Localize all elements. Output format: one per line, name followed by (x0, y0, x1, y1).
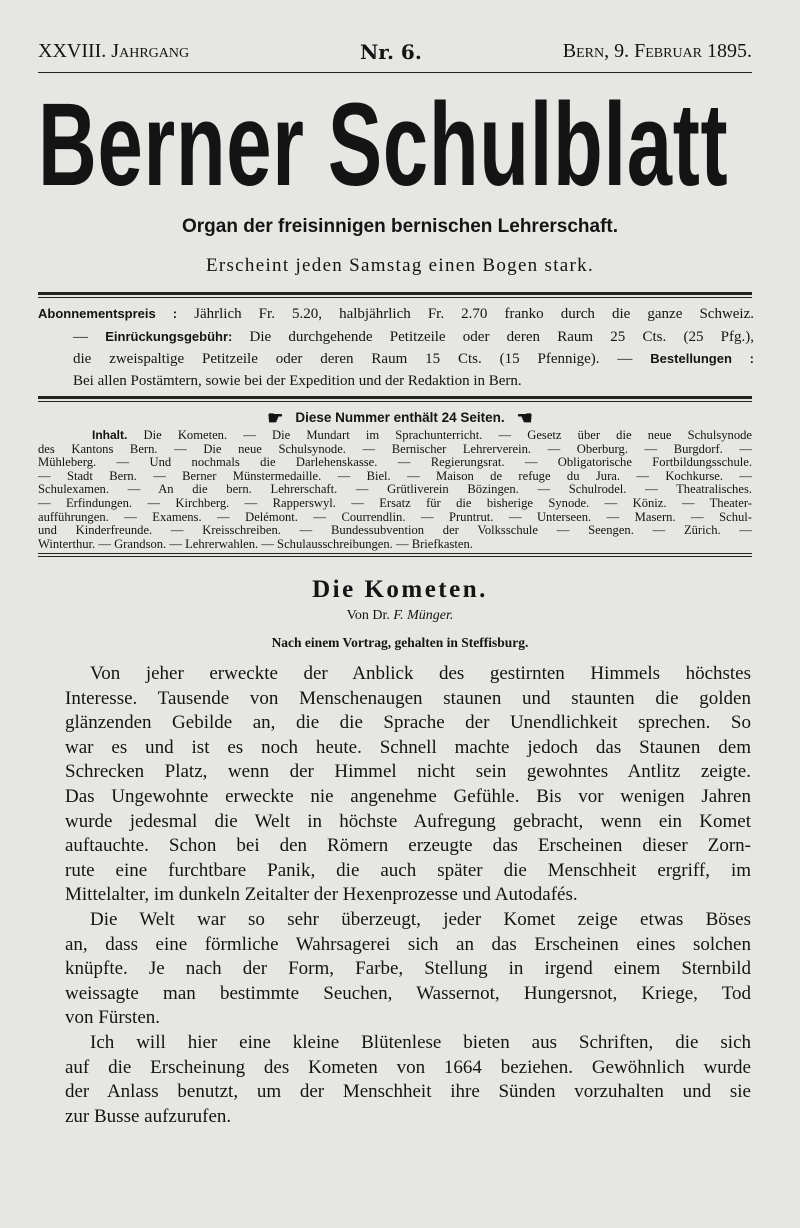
contents-line (38, 429, 752, 443)
contents-line (38, 443, 752, 457)
article-line: Interesse. Tausende von Menschenaugen staunen und staunten die golden (65, 687, 751, 709)
article-line: Die Welt war so sehr überzeugt, jeder Komet zeige etwas Böses (90, 908, 751, 930)
contents-line (38, 524, 752, 538)
article-line: der Anlass benutzt, um der Menschheit ihre Sünden vorzuhalten und sie (65, 1081, 751, 1103)
subscription-text: die zweispaltige Petitzeile oder deren Raum 15 Cts. (15 Pfennige). — (73, 351, 651, 367)
article-paragraph (65, 1031, 751, 1129)
contents-label: Inhalt. (92, 428, 128, 442)
article-paragraph (65, 908, 751, 1031)
article-title: Die Kometen. (312, 576, 488, 603)
subscription-text: Jährlich Fr. 5.20, halbjährlich Fr. 2.70 franko durch die ganze Schweiz. (177, 306, 755, 322)
article-line: war es und ist es noch heute. Schnell machte jedoch das Staunen dem (65, 736, 751, 758)
article-line: an, dass eine förmliche Wahrsagerei sich an das Erscheinen eines solchen (65, 933, 751, 955)
contents-line (38, 511, 752, 525)
subscription-line (38, 348, 754, 371)
article-line: wurde jedesmal die Welt in höchste Aufregung gebracht, wenn ein Komet (65, 810, 751, 832)
contents-line (38, 483, 752, 497)
subscription-text: Die durchgehende Petitzeile oder deren Raum 25 Cts. (25 Pfg.), (232, 328, 754, 345)
subscription-line (38, 326, 754, 349)
article-line: glänzenden Gebilde an, die die Sprache der Unendlichkeit sprechen. So (65, 712, 751, 734)
article-line: Ich will hier eine kleine Blütenlese bieten aus Schriften, die sich (90, 1031, 751, 1053)
contents-text: — Stadt Bern. — Berner Münstermedaille. — Biel. — Maison de refuge du Jura. — Kochkurse. — (38, 468, 752, 483)
article-line: von Fürsten. (65, 1007, 160, 1029)
double-rule (38, 396, 752, 399)
double-rule (38, 292, 752, 295)
article-body (65, 662, 751, 1129)
author-name: F. Münger. (393, 608, 454, 623)
contents-line (38, 470, 752, 484)
issue-number: Nr. 6. (360, 40, 422, 64)
double-rule (38, 297, 752, 298)
double-rule (38, 556, 752, 557)
subscription-text: — (73, 328, 106, 345)
subscription-info (38, 303, 754, 392)
subscription-text: Bei allen Postämtern, sowie bei der Expedition und der Redaktion in Bern. (73, 372, 522, 389)
double-rule (38, 401, 752, 402)
contents-text: des Kantons Bern. — Die neue Schulsynode. — Bernischer Lehrerverein. — Oberburg. — Burgdorf. — (38, 441, 752, 456)
contents-text: Mühleberg. — Und nochmals die Darlehenskasse. — Regierungsrat. — Obligatorische Fortbildungsschule. (38, 455, 752, 470)
article-line: knüpfte. Je nach der Form, Farbe, Stellung in irgend einem Sternbild (65, 958, 751, 980)
table-of-contents (38, 429, 752, 551)
article-line: auf die Erscheinung des Kometen von 1664 beziehen. Gewöhnlich wurde (65, 1056, 751, 1078)
subscription-line (38, 303, 754, 326)
author-prefix: Von Dr. (346, 608, 394, 623)
issue-note (0, 408, 800, 429)
contents-line (38, 456, 752, 470)
article-line: Schrecken Platz, wenn der Himmel nicht sein gewohntes Antlitz zeigte. (65, 761, 751, 783)
subscription-label: Bestellungen : (650, 351, 754, 366)
contents-line (38, 497, 752, 511)
place-date: Bern, 9. Februar 1895. (562, 40, 752, 62)
issue-note-text: Diese Nummer enthält 24 Seiten. (295, 410, 505, 425)
article-line: weissagte man bestimmte Seuchen, Wassernot, Hungersnot, Kriege, Tod (65, 982, 751, 1004)
article-line: Das Ungewohnte erweckte nie angenehme Gefühle. Bis vor wenigen Jahren (65, 785, 751, 807)
masthead-frequency: Erscheint jeden Samstag einen Bogen stark. (205, 255, 595, 276)
article-line: Mittelalter, im dunkeln Zeitalter der Hexenprozesse und Autodafés. (65, 884, 578, 906)
article-line: Von jeher erweckte der Anblick des gestirnten Himmels höchstes (90, 663, 751, 684)
contents-text: — Erfindungen. — Kirchberg. — Rapperswyl. — Ersatz für die bisherige Synode. — Köniz. — Theater- (38, 495, 752, 510)
article-author (0, 608, 800, 624)
masthead-subtitle: Organ der freisinnigen bernischen Lehrerschaft. (181, 216, 619, 237)
subscription-label: Abonnementspreis : (38, 306, 178, 321)
header-rule (38, 72, 752, 73)
volume: XXVIII. Jahrgang (38, 40, 190, 62)
issue-header (38, 40, 752, 70)
contents-text: Winterthur. — Grandson. — Lehrerwahlen. — Schulausschreibungen. — Briefkasten. (38, 536, 473, 551)
pointing-hand-right-icon: ☛ (267, 408, 284, 428)
article-line: rute eine furchtbare Panik, die auch später die Menschheit ergriff, im (65, 859, 751, 881)
contents-text: aufführungen. — Examens. — Delémont. — Courrendlin. — Pruntrut. — Unterseen. — Masern. — Schul- (38, 509, 752, 524)
subscription-label: Einrückungsgebühr: (105, 328, 233, 344)
contents-text: Schulexamen. — An die bern. Lehrerschaft. — Grütliverein Bözingen. — Schulrodel. — Theatralisches. (38, 482, 752, 497)
contents-text: und Kinderfreunde. — Kreisschreiben. — Bundessubvention der Volksschule — Seengen. — Zürich. — (38, 523, 752, 538)
subscription-line (38, 371, 754, 393)
masthead-title (38, 79, 752, 211)
contents-line (38, 538, 752, 552)
pointing-hand-left-icon: ☚ (516, 408, 533, 428)
masthead-title-text: Berner Schulblatt (38, 79, 729, 211)
article-note: Nach einem Vortrag, gehalten in Steffisburg. (271, 635, 529, 650)
article-line: zur Busse aufzurufen. (65, 1105, 232, 1127)
contents-text: Die Kometen. — Die Mundart im Sprachunterricht. — Gesetz über die neue Schulsynode (127, 428, 752, 442)
article-line: auftauchte. Schon bei den Römern erzeugte das Erscheinen dieser Zorn- (65, 835, 751, 857)
double-rule (38, 553, 752, 554)
article-paragraph (65, 662, 751, 908)
